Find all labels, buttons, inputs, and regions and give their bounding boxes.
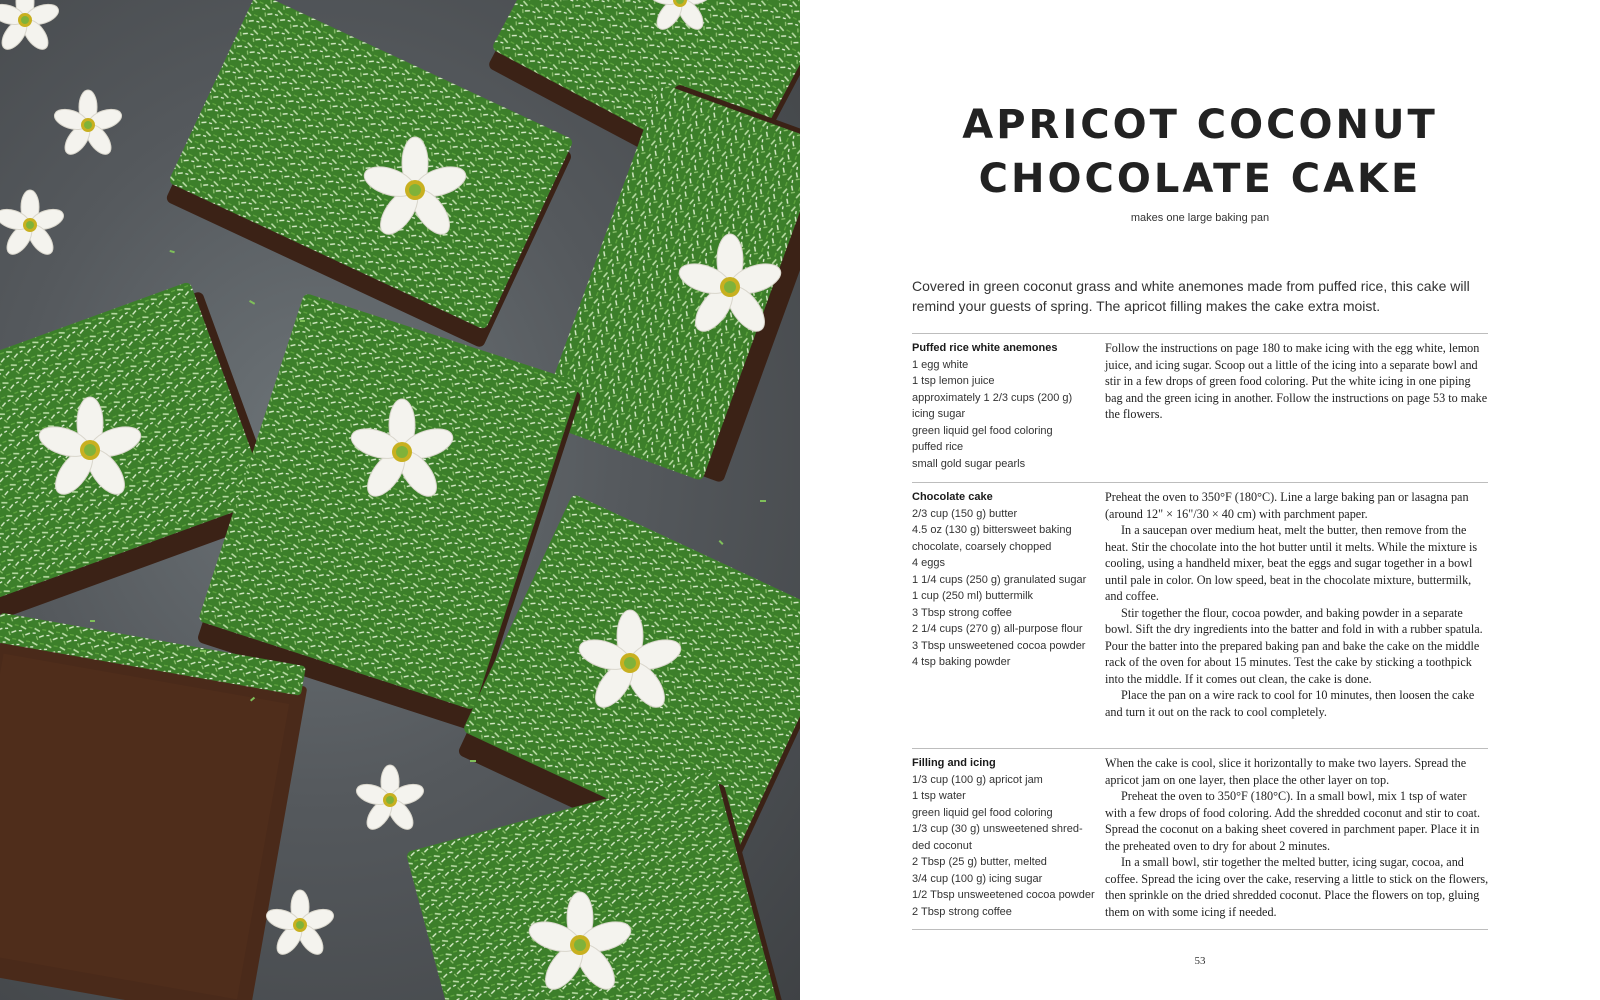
page-number: 53 <box>1194 955 1206 967</box>
method-paragraph: Preheat the oven to 350°F (180°C). In a small bowl, mix 1 tsp of water with a few drops of food coloring. Add the shredded coconut and stir to coat. Spread the coconut on a baking sheet covered in parchment paper. Place it in the preheated oven to dry for about 2 minutes. <box>1105 789 1481 853</box>
ingredient: 2/3 cup (150 g) butter <box>912 507 1018 520</box>
ingredient: approximately 1 2/3 cups (200 g) <box>912 391 1073 404</box>
section-divider <box>912 929 1488 930</box>
method-paragraph: Follow the instructions on page 180 to make icing with the egg white, lemon juice, and icing sugar. Scoop out a little of the icing into a separate bowl and stir in a few drops of green food coloring. Put the white icing in one piping bag and the green icing in another. Follow the instructions on page 53 to make the flowers. <box>1105 341 1488 421</box>
anemone-flower <box>52 90 124 159</box>
recipe-intro: Covered in green coconut grass and white anemones made from puffed rice, this cake will remind your guests of spring. The apricot filling makes the cake extra moist. <box>912 278 1470 314</box>
recipe-title-line-2: CHOCOLATE CAKE <box>978 156 1422 202</box>
recipe-yield: makes one large baking pan <box>1130 212 1270 224</box>
ingredient: icing sugar <box>912 408 966 420</box>
anemone-flower <box>354 765 426 834</box>
recipe-page <box>800 0 1600 1000</box>
ingredient: chocolate, coarsely chopped <box>912 540 1052 553</box>
ingredient: 2 Tbsp (25 g) butter, melted <box>912 856 1047 868</box>
anemone-flower <box>264 890 336 959</box>
method-paragraph: In a small bowl, stir together the melted butter, icing sugar, cocoa, and coffee. Spread the icing over the cake, reserving a little to stick on the flowers, then sprinkle on the dried shredded coconut. Place the flowers on top, gluing them on with some icing if needed. <box>1105 855 1489 919</box>
ingredient-list-filling-icing <box>912 755 1094 920</box>
ingredient: 2 1/4 cups (270 g) all-purpose flour <box>912 623 1083 635</box>
ingredient: 1 cup (250 ml) buttermilk <box>912 590 1034 602</box>
section-heading: Chocolate cake <box>912 491 993 503</box>
ingredient: small gold sugar pearls <box>912 457 1026 470</box>
method-filling-icing <box>1105 755 1490 920</box>
ingredient: puffed rice <box>912 441 964 453</box>
anemone-flower <box>0 0 61 54</box>
ingredient: 4 eggs <box>912 557 946 569</box>
method-paragraph: Stir together the flour, cocoa powder, and baking powder in a separate bowl. Sift the dry ingredients into the batter and fold in with a rubber spatula. Pour the batter into the prepared baking pan and bake the cake on the middle rack of the oven for about 15 minutes. Test the cake by sticking a toothpick into the middle. If it comes out clean, the cake is done. <box>1105 605 1483 686</box>
ingredient-list-chocolate-cake <box>912 489 1094 671</box>
ingredient: 1 tsp lemon juice <box>912 375 995 387</box>
method-anemones <box>1105 340 1490 423</box>
ingredient: 3 Tbsp unsweetened cocoa powder <box>912 639 1086 652</box>
ingredient: 2 Tbsp strong coffee <box>912 905 1012 918</box>
ingredient: 4.5 oz (130 g) bittersweet baking <box>912 524 1072 536</box>
recipe-title-line-1: APRICOT COCONUT <box>962 102 1438 148</box>
ingredient: ded coconut <box>912 839 972 852</box>
ingredient: 4 tsp baking powder <box>912 656 1011 668</box>
ingredient: green liquid gel food coloring <box>912 424 1053 437</box>
ingredient: 1/3 cup (30 g) unsweetened shred- <box>912 823 1083 835</box>
section-heading: Filling and icing <box>912 757 996 769</box>
method-paragraph: When the cake is cool, slice it horizontally to make two layers. Spread the apricot jam on one layer, then place the other layer on top. <box>1105 756 1467 787</box>
ingredient: 1/3 cup (100 g) apricot jam <box>912 773 1043 786</box>
section-divider <box>912 333 1488 334</box>
section-heading: Puffed rice white anemones <box>912 342 1058 354</box>
ingredient: 1 egg white <box>912 358 969 371</box>
method-paragraph: Preheat the oven to 350°F (180°C). Line a large baking pan or lasagna pan (around 12" × 16"/30 × 40 cm) with parchment paper. <box>1105 490 1469 521</box>
cake-slice-cut-side <box>0 612 311 1000</box>
method-paragraph: In a saucepan over medium heat, melt the butter, then remove from the heat. Stir the chocolate into the hot butter until it melts. While the mixture is cooling, using a handheld mixer, beat the eggs and sugar together in a bowl until pale in color. On low speed, beat in the chocolate mixture, buttermilk, and coffee. <box>1105 523 1478 603</box>
ingredient: 3 Tbsp strong coffee <box>912 606 1012 619</box>
ingredient-list-anemones <box>912 340 1094 472</box>
ingredient: 1 tsp water <box>912 790 966 802</box>
method-chocolate-cake <box>1105 489 1490 720</box>
ingredient: green liquid gel food coloring <box>912 806 1053 819</box>
ingredient: 3/4 cup (100 g) icing sugar <box>912 872 1043 885</box>
method-paragraph: Place the pan on a wire rack to cool for 10 minutes, then loosen the cake and turn it out on the rack to cool completely. <box>1105 688 1475 719</box>
section-divider <box>912 482 1488 483</box>
ingredient: 1/2 Tbsp unsweetened cocoa powder <box>912 889 1095 901</box>
ingredient: 1 1/4 cups (250 g) granulated sugar <box>912 573 1087 586</box>
section-divider <box>912 748 1488 749</box>
anemone-flower <box>0 190 66 259</box>
